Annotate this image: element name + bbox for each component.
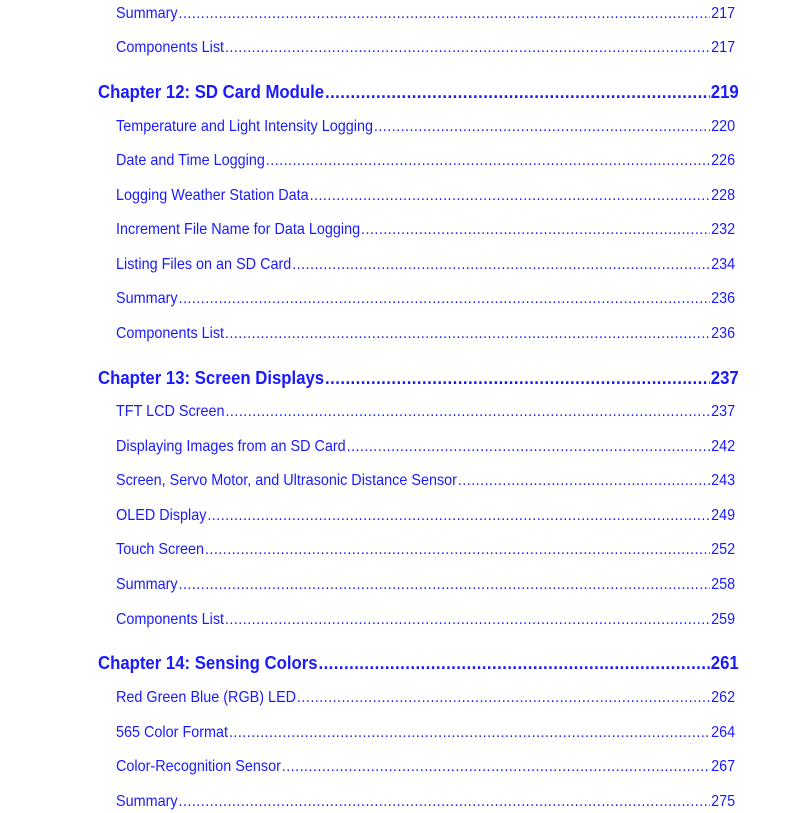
- toc-entry-title: Temperature and Light Intensity Logging: [116, 118, 373, 135]
- toc-section-entry[interactable]: [116, 116, 735, 138]
- dot-leader: [225, 323, 710, 345]
- toc-entry-title: TFT LCD Screen: [116, 403, 225, 420]
- toc-section-entry[interactable]: [116, 219, 735, 241]
- toc-section-entry[interactable]: [116, 609, 735, 631]
- toc-entry-page-number: 217: [711, 5, 736, 22]
- toc-entry-title: Screen, Servo Motor, and Ultrasonic Distance Sensor: [116, 472, 457, 489]
- toc-entry-title: Components List: [116, 39, 225, 56]
- dot-leader: [179, 574, 711, 596]
- toc-section-entry[interactable]: [116, 470, 735, 492]
- toc-entry-title: Touch Screen: [116, 541, 205, 558]
- toc-entry-page-number: 237: [710, 367, 739, 388]
- toc-entry-title: Summary: [116, 290, 178, 307]
- toc-section-entry[interactable]: [116, 37, 735, 59]
- dot-leader: [458, 470, 710, 492]
- dot-leader: [229, 722, 710, 744]
- toc-entry-title: Red Green Blue (RGB) LED: [116, 689, 297, 706]
- dot-leader: [318, 651, 709, 675]
- toc-entry-title: Chapter 14: Sensing Colors: [98, 652, 318, 673]
- toc-entry-title: Date and Time Logging: [116, 152, 265, 169]
- toc-entry-page-number: 243: [711, 472, 736, 489]
- dot-leader: [325, 366, 710, 390]
- dot-leader: [179, 288, 711, 310]
- toc-entry-page-number: 226: [711, 152, 736, 169]
- toc-chapter-entry[interactable]: [98, 366, 739, 390]
- toc-section-entry[interactable]: [116, 687, 735, 709]
- toc-entry-page-number: 262: [711, 689, 736, 706]
- toc-section-entry[interactable]: [116, 185, 735, 207]
- toc-section-entry[interactable]: [116, 505, 735, 527]
- toc-section-entry[interactable]: [116, 574, 735, 596]
- toc-section-entry[interactable]: [116, 401, 735, 423]
- toc-entry-title: Increment File Name for Data Logging: [116, 221, 361, 238]
- toc-entry-title: Logging Weather Station Data: [116, 187, 309, 204]
- dot-leader: [361, 219, 710, 241]
- toc-entry-page-number: 264: [711, 724, 736, 741]
- toc-entry-page-number: 234: [711, 256, 736, 273]
- dot-leader: [179, 3, 711, 25]
- toc-chapter-entry[interactable]: [98, 80, 739, 104]
- toc-section-entry[interactable]: [116, 288, 735, 310]
- dot-leader: [347, 436, 711, 458]
- dot-leader: [207, 505, 710, 527]
- toc-entry-page-number: 275: [711, 793, 736, 810]
- toc-section-entry[interactable]: [116, 436, 735, 458]
- toc-entry-page-number: 258: [711, 576, 736, 593]
- toc-entry-page-number: 242: [711, 438, 736, 455]
- dot-leader: [179, 791, 711, 813]
- toc-entry-page-number: 232: [711, 221, 736, 238]
- dot-leader: [310, 185, 711, 207]
- toc-entry-title: Chapter 12: SD Card Module: [98, 81, 325, 102]
- toc-section-entry[interactable]: [116, 254, 735, 276]
- toc-entry-page-number: 219: [710, 81, 739, 102]
- toc-entry-title: Color-Recognition Sensor: [116, 758, 281, 775]
- dot-leader: [292, 254, 710, 276]
- toc-entry-page-number: 249: [711, 507, 736, 524]
- dot-leader: [205, 539, 710, 561]
- toc-entry-title: OLED Display: [116, 507, 207, 524]
- toc-entry-title: Chapter 13: Screen Displays: [98, 367, 325, 388]
- dot-leader: [325, 80, 710, 104]
- toc-entry-title: Components List: [116, 325, 225, 342]
- toc-chapter-entry[interactable]: [98, 651, 739, 675]
- toc-section-entry[interactable]: [116, 3, 735, 25]
- toc-section-entry[interactable]: [116, 791, 735, 813]
- toc-entry-title: Displaying Images from an SD Card: [116, 438, 346, 455]
- toc-entry-page-number: 261: [710, 652, 739, 673]
- toc-entry-title: Summary: [116, 793, 178, 810]
- toc-section-entry[interactable]: [116, 323, 735, 345]
- toc-entry-page-number: 252: [711, 541, 736, 558]
- toc-section-entry[interactable]: [116, 150, 735, 172]
- toc-entry-page-number: 236: [711, 290, 736, 307]
- toc-entry-page-number: 236: [711, 325, 736, 342]
- dot-leader: [282, 756, 710, 778]
- toc-entry-title: Summary: [116, 576, 178, 593]
- toc-entry-title: Listing Files on an SD Card: [116, 256, 292, 273]
- toc-section-entry[interactable]: [116, 756, 735, 778]
- dot-leader: [225, 609, 710, 631]
- dot-leader: [225, 37, 710, 59]
- toc-entry-title: Components List: [116, 611, 225, 628]
- dot-leader: [266, 150, 710, 172]
- toc-entry-title: Summary: [116, 5, 178, 22]
- toc-entry-page-number: 267: [711, 758, 736, 775]
- dot-leader: [374, 116, 710, 138]
- toc-section-entry[interactable]: [116, 722, 735, 744]
- toc-entry-page-number: 228: [711, 187, 736, 204]
- toc-section-entry[interactable]: [116, 539, 735, 561]
- toc-entry-page-number: 217: [711, 39, 736, 56]
- toc-entry-page-number: 259: [711, 611, 736, 628]
- toc-entry-page-number: 237: [711, 403, 736, 420]
- dot-leader: [225, 401, 710, 423]
- toc-entry-page-number: 220: [711, 118, 736, 135]
- toc-entry-title: 565 Color Format: [116, 724, 229, 741]
- dot-leader: [297, 687, 710, 709]
